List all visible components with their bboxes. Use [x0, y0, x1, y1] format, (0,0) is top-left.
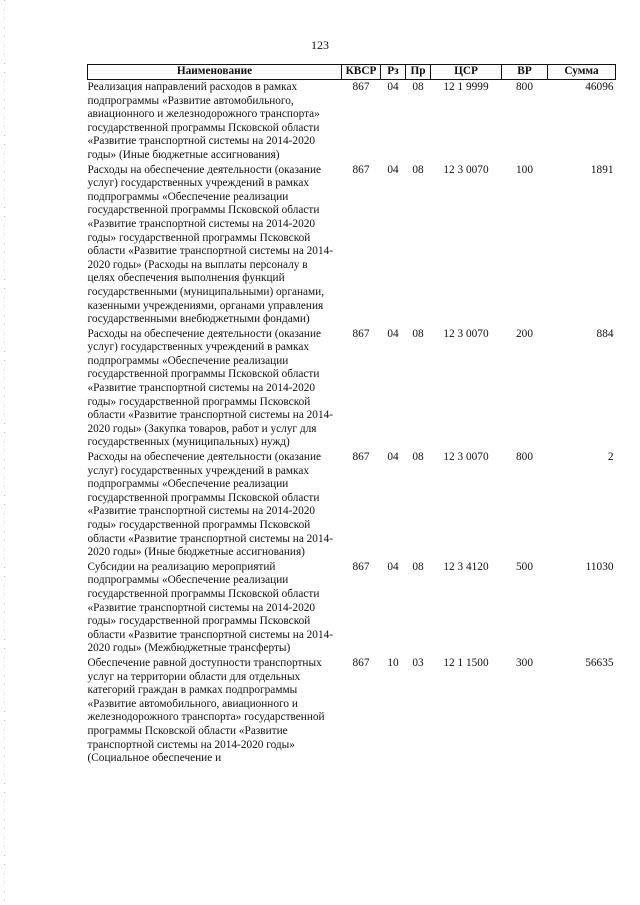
row-pr: 08 — [412, 327, 424, 340]
row-sum: 46096 — [585, 81, 614, 93]
row-kvsr: 867 — [352, 656, 370, 669]
table-row — [88, 450, 616, 560]
row-csr: 12 3 4120 — [443, 560, 489, 573]
row-pr: 08 — [412, 451, 424, 464]
row-pr: 08 — [412, 163, 424, 176]
row-rz: 04 — [387, 560, 399, 573]
table-row — [88, 656, 616, 766]
row-kvsr: 867 — [352, 81, 370, 93]
page-number: 123 — [311, 38, 329, 52]
row-vr: 100 — [516, 163, 533, 176]
row-sum: 11030 — [585, 560, 614, 573]
row-name: Расходы на обеспечение деятельности (оказание услуг) государственных учреждений в рамках подпрограммы «Обеспечение реализации государственной программы Псковской области «Развитие транспортной системы на 2014-2020 годы» государственной программы Псковской области «Развитие транспортной системы на 2014-2020 годы» (Закупка товаров, работ и услуг для государственных (муниципальных) нужд) — [87, 327, 334, 449]
header-sum: Сумма — [548, 65, 616, 80]
row-kvsr: 867 — [352, 451, 370, 464]
row-sum: 56635 — [585, 656, 614, 669]
scan-edge-dots — [4, 0, 5, 905]
row-vr: 200 — [516, 327, 533, 340]
budget-table — [87, 64, 616, 766]
row-kvsr: 867 — [352, 163, 370, 176]
row-rz: 04 — [387, 163, 399, 176]
row-csr: 12 3 0070 — [443, 327, 489, 340]
row-rz: 04 — [387, 81, 399, 93]
row-sum: 2 — [607, 451, 614, 464]
row-vr: 500 — [516, 560, 533, 573]
table-row — [88, 80, 616, 163]
row-pr: 08 — [412, 560, 424, 573]
row-name: Субсидии на реализацию мероприятий подпрограммы «Обеспечение реализации государственной программы Псковской области «Развитие транспортной системы на 2014-2020 годы» государственной программы Псковской области «Развитие транспортной системы на 2014-2020 годы» (Межбюджетные трансферты) — [87, 560, 334, 655]
row-pr: 03 — [412, 656, 424, 669]
row-csr: 12 1 9999 — [443, 81, 489, 93]
row-csr: 12 3 0070 — [443, 163, 489, 176]
table-header — [88, 65, 616, 80]
row-csr: 12 3 0070 — [443, 451, 489, 464]
row-kvsr: 867 — [352, 560, 370, 573]
row-name: Расходы на обеспечение деятельности (оказание услуг) государственных учреждений в рамках подпрограммы «Обеспечение реализации государственной программы Псковской области «Развитие транспортной системы на 2014-2020 годы» государственной программы Псковской области «Развитие транспортной системы на 2014-2020 годы» (Расходы на выплаты персоналу в целях обеспечения выполнения функций государственными (муниципальными) органами, казенными учреждениями, органами управления государственными внебюджетными фондами) — [87, 163, 334, 326]
table-row — [88, 163, 616, 327]
row-kvsr: 867 — [352, 327, 370, 340]
row-name: Расходы на обеспечение деятельности (оказание услуг) государственных учреждений в рамках подпрограммы «Обеспечение реализации государственной программы Псковской области «Развитие транспортной системы на 2014-2020 годы» государственной программы Псковской области «Развитие транспортной системы на 2014-2020 годы» (Иные бюджетные ассигнования) — [87, 451, 334, 559]
header-vr: ВР — [502, 65, 548, 80]
row-vr: 300 — [516, 656, 533, 669]
row-sum: 1891 — [590, 163, 614, 176]
row-rz: 04 — [387, 451, 399, 464]
table-body — [88, 80, 616, 766]
row-name: Реализация направлений расходов в рамках подпрограммы «Развитие автомобильного, авиационного и железнодорожного транспорта» государственной программы Псковской области «Развитие транспортной системы на 2014-2020 годы» (Иные бюджетные ассигнования) — [87, 81, 320, 161]
header-pr: Пр — [406, 65, 431, 80]
row-name: Обеспечение равной доступности транспортных услуг на территории области для отдельных категорий граждан в рамках подпрограммы «Развитие автомобильного, авиационного и железнодорожного транспорта» государственной программы Псковской области «Развитие транспортной системы на 2014-2020 годы» (Социальное обеспечение и — [87, 656, 325, 765]
header-csr: ЦСР — [431, 65, 502, 80]
row-csr: 12 1 1500 — [443, 656, 489, 669]
row-vr: 800 — [516, 81, 533, 93]
row-sum: 884 — [596, 327, 614, 340]
table-row — [88, 327, 616, 450]
header-rz: Рз — [381, 65, 406, 80]
row-pr: 08 — [412, 81, 424, 93]
row-rz: 04 — [387, 327, 399, 340]
header-kvsr: КВСР — [342, 65, 381, 80]
row-rz: 10 — [387, 656, 399, 669]
row-vr: 800 — [516, 451, 533, 464]
header-name: Наименование — [88, 65, 342, 80]
table-row — [88, 560, 616, 656]
